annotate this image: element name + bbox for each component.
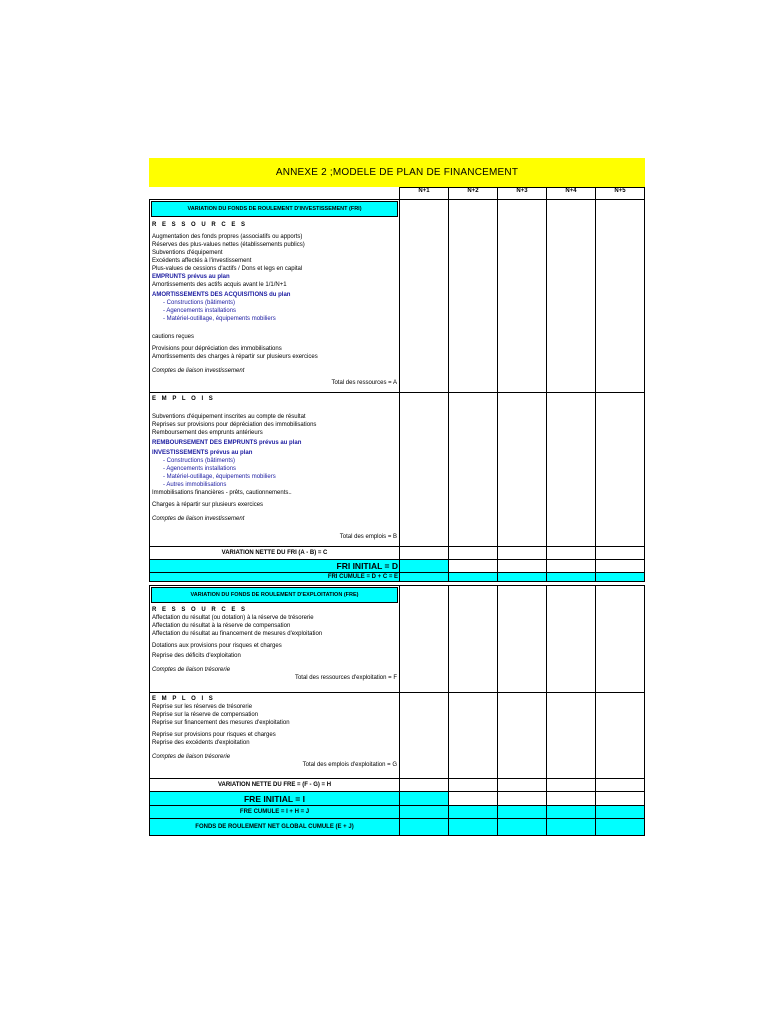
- fri-ressources-cell: [150, 200, 400, 393]
- value-cell[interactable]: [400, 806, 449, 819]
- value-cell[interactable]: [449, 792, 498, 806]
- fri-total-emplois: Total des emplois = B: [339, 534, 397, 540]
- fri-initial-label: FRI INITIAL = D: [150, 560, 400, 573]
- fri-emploi-item: Reprises sur provisions pour dépréciation des immobilisations: [152, 422, 317, 428]
- fri-emplois-title: E M P L O I S: [152, 396, 215, 402]
- value-cell[interactable]: [596, 393, 645, 547]
- value-cell[interactable]: [596, 819, 645, 836]
- fre-liaison-emplois: Comptes de liaison trésorerie: [152, 754, 231, 760]
- fri-invest-item: - Matériel-outillage, équipements mobiliers: [163, 474, 276, 480]
- fre-emploi-item: Reprise sur les réserves de trésorerie: [152, 704, 253, 710]
- fri-ressource-item: Plus-values de cessions d'actifs / Dons et legs en capital: [152, 266, 303, 272]
- fri-charges-rep-label: Charges à répartir sur plusieurs exercices: [152, 502, 264, 508]
- value-cell[interactable]: [547, 693, 596, 779]
- value-cell[interactable]: [449, 547, 498, 560]
- fri-ressource-item: Subventions d'équipement: [152, 250, 223, 256]
- fre-section-heading: VARIATION DU FONDS DE ROULEMENT D'EXPLOITATION (FRE): [151, 587, 398, 603]
- fri-emplois-row: [150, 393, 645, 547]
- fre-ressource-item: Affectation du résultat (ou dotation) à la réserve de trésorerie: [152, 615, 314, 621]
- value-cell[interactable]: [596, 560, 645, 573]
- fri-emploi-item: Remboursement des emprunts antérieurs: [152, 430, 263, 436]
- fre-ressources-title: R E S S O U R C E S: [152, 607, 248, 613]
- value-cell[interactable]: [400, 200, 449, 393]
- value-cell[interactable]: [400, 586, 449, 693]
- value-cell[interactable]: [498, 792, 547, 806]
- value-cell[interactable]: [547, 573, 596, 582]
- value-cell[interactable]: [449, 573, 498, 582]
- fri-ressource-item: Excédents affectés à l'investissement: [152, 258, 252, 264]
- fre-ressources-row: [150, 586, 645, 693]
- year-header: N+4: [547, 188, 596, 200]
- fre-ressource-item: Affectation du résultat au financement de mesures d'exploitation: [152, 631, 323, 637]
- fri-amort-avant-label: Amortissements des actifs acquis avant le 1/1/N+1: [152, 282, 287, 288]
- fri-variation-row: [150, 547, 645, 560]
- fri-amort-acq-item: - Matériel-outillage, équipements mobiliers: [163, 316, 276, 322]
- value-cell[interactable]: [498, 693, 547, 779]
- value-cell[interactable]: [547, 586, 596, 693]
- fre-initial-row: [150, 792, 645, 806]
- fri-amort-acq-label: AMORTISSEMENTS DES ACQUISITIONS du plan: [152, 292, 291, 298]
- fre-emplois-title: E M P L O I S: [152, 696, 215, 702]
- value-cell[interactable]: [596, 792, 645, 806]
- fre-total-emplois: Total des emplois d'exploitation = G: [302, 762, 397, 768]
- fre-variation-row: [150, 779, 645, 792]
- fri-remb-plan-label: REMBOURSEMENT DES EMPRUNTS prévus au plan: [152, 440, 302, 446]
- fri-liaison-ressources: Comptes de liaison investissement: [152, 368, 245, 374]
- value-cell[interactable]: [498, 200, 547, 393]
- value-cell[interactable]: [596, 200, 645, 393]
- value-cell[interactable]: [547, 560, 596, 573]
- fre-emplois-cell: [150, 693, 400, 779]
- fri-cumule-row: [150, 573, 645, 582]
- fri-cautions-label: cautions reçues: [152, 334, 195, 340]
- value-cell[interactable]: [449, 393, 498, 547]
- value-cell[interactable]: [400, 393, 449, 547]
- fri-liaison-emplois: Comptes de liaison investissement: [152, 516, 245, 522]
- header-blank-cell: [150, 188, 400, 200]
- fri-amort-acq-item: - Constructions (bâtiments): [163, 300, 236, 306]
- fre-emploi-item: Reprise des excédents d'exploitation: [152, 740, 250, 746]
- fre-initial-label: FRE INITIAL = I: [150, 792, 400, 806]
- fre-cumule-label: FRE CUMULE = I + H = J: [150, 806, 400, 819]
- fre-table: [149, 585, 645, 836]
- fre-variation-label: VARIATION NETTE DU FRE = (F - G) = H: [150, 779, 400, 792]
- value-cell[interactable]: [498, 819, 547, 836]
- fre-liaison-ressources: Comptes de liaison trésorerie: [152, 667, 231, 673]
- fre-ressource-item: Reprise des déficits d'exploitation: [152, 653, 241, 659]
- value-cell[interactable]: [400, 693, 449, 779]
- value-cell[interactable]: [547, 792, 596, 806]
- value-cell[interactable]: [400, 792, 449, 806]
- fri-amort-acq-item: - Agencements installations: [163, 308, 237, 314]
- global-row: [150, 819, 645, 836]
- value-cell[interactable]: [498, 586, 547, 693]
- value-cell[interactable]: [596, 806, 645, 819]
- year-header: N+3: [498, 188, 547, 200]
- value-cell[interactable]: [596, 586, 645, 693]
- fri-invest-item: - Autres immobilisations: [163, 482, 227, 488]
- value-cell[interactable]: [498, 393, 547, 547]
- value-cell[interactable]: [400, 819, 449, 836]
- value-cell[interactable]: [449, 560, 498, 573]
- fre-ressource-item: Affectation du résultat à la réserve de compensation: [152, 623, 291, 629]
- value-cell[interactable]: [547, 547, 596, 560]
- fri-ressource-item: Augmentation des fonds propres (associatifs ou apports): [152, 234, 303, 240]
- fri-emplois-cell: [150, 393, 400, 547]
- fri-ressources-row: [150, 200, 645, 393]
- value-cell[interactable]: [449, 806, 498, 819]
- fri-cumule-label: FRI CUMULE = D + C = E: [150, 573, 400, 582]
- value-cell[interactable]: [400, 779, 449, 792]
- fri-variation-label: VARIATION NETTE DU FRI (A - B) = C: [150, 547, 400, 560]
- global-label: FONDS DE ROULEMENT NET GLOBAL CUMULE (E + J): [150, 819, 400, 836]
- value-cell[interactable]: [596, 693, 645, 779]
- year-header: N+1: [400, 188, 449, 200]
- fri-emprunts-label: EMPRUNTS prévus au plan: [152, 274, 230, 280]
- value-cell[interactable]: [547, 779, 596, 792]
- value-cell[interactable]: [449, 200, 498, 393]
- value-cell[interactable]: [547, 806, 596, 819]
- fre-ressources-cell: [150, 586, 400, 693]
- fri-initial-row: [150, 560, 645, 573]
- fre-emplois-row: [150, 693, 645, 779]
- fri-immob-fin-label: Immobilisations financières - prêts, cautionnements..: [152, 490, 292, 496]
- value-cell[interactable]: [596, 547, 645, 560]
- fri-table: [149, 187, 645, 582]
- fri-provision-item: Amortissements des charges à répartir sur plusieurs exercices: [152, 354, 318, 360]
- fri-invest-plan-label: INVESTISSEMENTS prévus au plan: [152, 450, 253, 456]
- value-cell[interactable]: [400, 560, 449, 573]
- value-cell[interactable]: [498, 547, 547, 560]
- fri-invest-item: - Constructions (bâtiments): [163, 458, 236, 464]
- value-cell[interactable]: [400, 573, 449, 582]
- value-cell[interactable]: [596, 573, 645, 582]
- value-cell[interactable]: [498, 779, 547, 792]
- value-cell[interactable]: [449, 819, 498, 836]
- value-cell[interactable]: [449, 586, 498, 693]
- value-cell[interactable]: [547, 819, 596, 836]
- document-title: ANNEXE 2 ;MODELE DE PLAN DE FINANCEMENT: [149, 158, 645, 187]
- fri-ressources-title: R E S S O U R C E S: [152, 222, 248, 228]
- value-cell[interactable]: [547, 393, 596, 547]
- year-header: N+2: [449, 188, 498, 200]
- year-header-row: [150, 188, 645, 200]
- fri-provision-item: Provisions pour dépréciation des immobilisations: [152, 346, 282, 352]
- fre-cumule-row: [150, 806, 645, 819]
- year-header: N+5: [596, 188, 645, 200]
- value-cell[interactable]: [547, 200, 596, 393]
- fre-ressource-item: Dotations aux provisions pour risques et charges: [152, 643, 282, 649]
- value-cell[interactable]: [596, 779, 645, 792]
- value-cell[interactable]: [498, 573, 547, 582]
- fre-emploi-item: Reprise sur la réserve de compensation: [152, 712, 259, 718]
- value-cell[interactable]: [400, 547, 449, 560]
- value-cell[interactable]: [449, 779, 498, 792]
- value-cell[interactable]: [449, 693, 498, 779]
- value-cell[interactable]: [498, 806, 547, 819]
- fri-emploi-item: Subventions d'équipement inscrites au compte de résultat: [152, 414, 306, 420]
- fre-emploi-item: Reprise sur financement des mesures d'exploitation: [152, 720, 290, 726]
- fri-invest-item: - Agencements installations: [163, 466, 237, 472]
- value-cell[interactable]: [498, 560, 547, 573]
- fre-total-ressources: Total des ressources d'exploitation = F: [294, 675, 397, 681]
- fre-emploi-item: Reprise sur provisions pour risques et charges: [152, 732, 276, 738]
- fri-total-ressources: Total des ressources = A: [331, 380, 397, 386]
- fri-ressource-item: Réserves des plus-values nettes (établissements publics): [152, 242, 305, 248]
- fri-section-heading: VARIATION DU FONDS DE ROULEMENT D'INVESTISSEMENT (FRI): [151, 201, 398, 217]
